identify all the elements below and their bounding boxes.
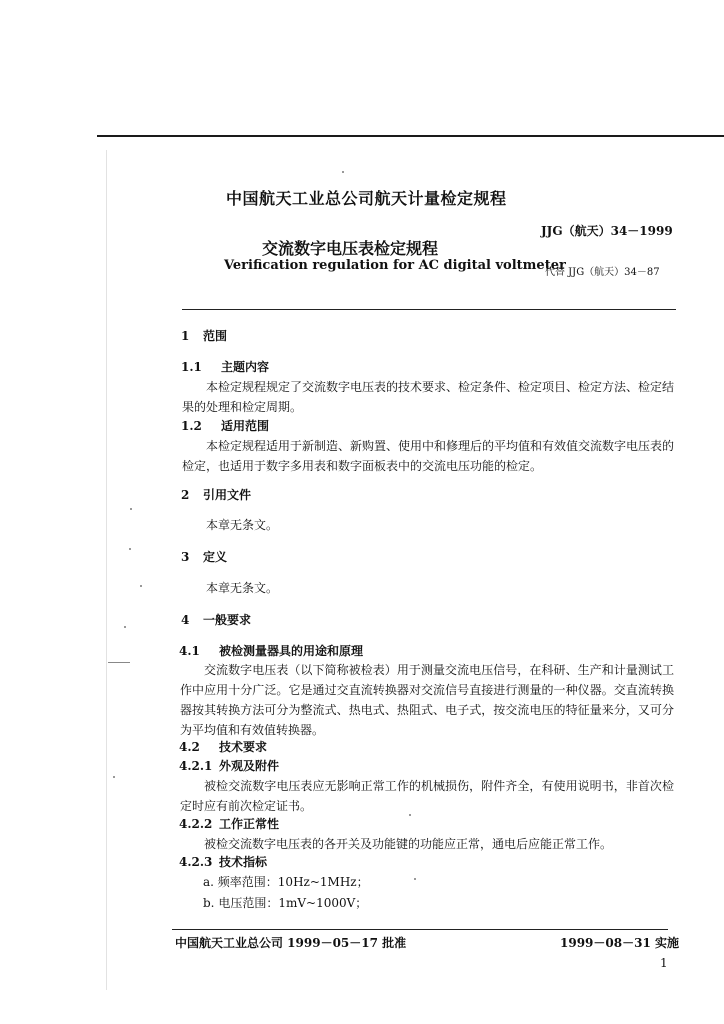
list-item [203,873,369,890]
page-number: 1 [660,956,668,970]
section-number: 1 [181,329,190,343]
section-number: 4.2 [179,740,200,754]
section-title: 被检测量器具的用途和原理 [219,644,364,658]
section-title: 技术要求 [219,740,268,754]
scan-speck [409,814,411,816]
section-title: 定义 [203,550,228,564]
scan-speck [129,548,131,550]
top-rule [97,135,724,137]
document-title-cn: 交流数字电压表检定规程 [262,239,439,258]
section-number: 4 [181,613,190,627]
scan-speck [140,585,142,587]
section-number: 2 [181,488,190,502]
section-title: 工作正常性 [219,817,280,831]
scan-speck [113,776,115,778]
footer-rule [172,929,668,930]
effective-date: 1999－08－31 实施 [560,936,679,950]
section-title: 引用文件 [203,488,252,502]
section-title: 技术指标 [219,855,268,869]
section-1-1-heading [181,358,269,375]
section-1-2-text: 本检定规程适用于新制造、新购置、使用中和修理后的平均值和有效值交流数字电压表的检定，也适用于数字多用表和数字面板表中的交流电压功能的检定。 [182,439,675,473]
scan-speck [108,662,130,663]
section-number: 4.2.3 [179,855,213,869]
section-number: 4.1 [179,644,200,658]
section-3-text: 本章无条文。 [206,581,279,595]
section-1-2-heading [181,417,269,434]
section-4-2-2-text: 被检交流数字电压表的各开关及功能键的功能应正常，通电后应能正常工作。 [204,837,613,851]
section-number: 1.1 [181,360,202,374]
list-item [203,894,367,911]
scan-speck [124,626,126,628]
section-title: 外观及附件 [219,759,280,773]
section-1-1-text: 本检定规程规定了交流数字电压表的技术要求、检定条件、检定项目、检定方法、检定结果的处理和检定周期。 [182,380,675,414]
approval-line: 中国航天工业总公司 1999－05－17 批准 [175,936,407,950]
section-4-2-1-text: 被检交流数字电压表应无影响正常工作的机械损伤，附件齐全，有使用说明书，非首次检定时应有前次检定证书。 [180,779,674,813]
section-2-text: 本章无条文。 [206,518,279,532]
section-title: 一般要求 [203,613,252,627]
section-4-heading [181,611,251,628]
list-item-label: a. [203,875,214,889]
section-4-1-text: 交流数字电压表（以下简称被检表）用于测量交流电压信号，在科研、生产和计量测试工作中应用十分广泛。它是通过交直流转换器对交流信号直接进行测量的一种仪器。交直流转换器按其转换方法可分为整流式、热电式、热阻式、电子式，按交流电压的特征量来分，又可分为平均值和有效值转换器。 [180,663,674,737]
section-4-2-3-heading [179,853,267,870]
document-code: JJG（航天）34－1999 [541,224,673,238]
section-number: 1.2 [181,419,202,433]
scan-speck [342,171,344,173]
list-item-text: 频率范围：10Hz~1MHz； [217,875,369,889]
section-number: 4.2.1 [179,759,213,773]
regulation-series-title: 中国航天工业总公司航天计量检定规程 [226,189,507,208]
section-4-2-heading [179,738,267,755]
section-number: 4.2.2 [179,817,213,831]
replaces-note: 代替 JJG（航天）34－87 [545,267,660,278]
section-1-heading [181,327,227,344]
scan-speck [130,508,132,510]
section-title: 适用范围 [221,419,270,433]
section-2-heading [181,486,251,503]
section-title: 范围 [203,329,228,343]
section-4-2-2-heading [179,815,279,832]
section-3-heading [181,548,227,565]
scan-speck [414,878,416,880]
section-4-2-1-heading [179,757,279,774]
header-rule [182,309,676,310]
list-item-text: 电压范围：1mV~1000V； [218,896,368,910]
list-item-label: b. [203,896,215,910]
section-title: 主题内容 [221,360,270,374]
section-4-1-heading [179,642,363,659]
document-title-en: Verification regulation for AC digital voltmeter [224,258,566,273]
section-number: 3 [181,550,190,564]
scan-margin-line [106,150,107,990]
